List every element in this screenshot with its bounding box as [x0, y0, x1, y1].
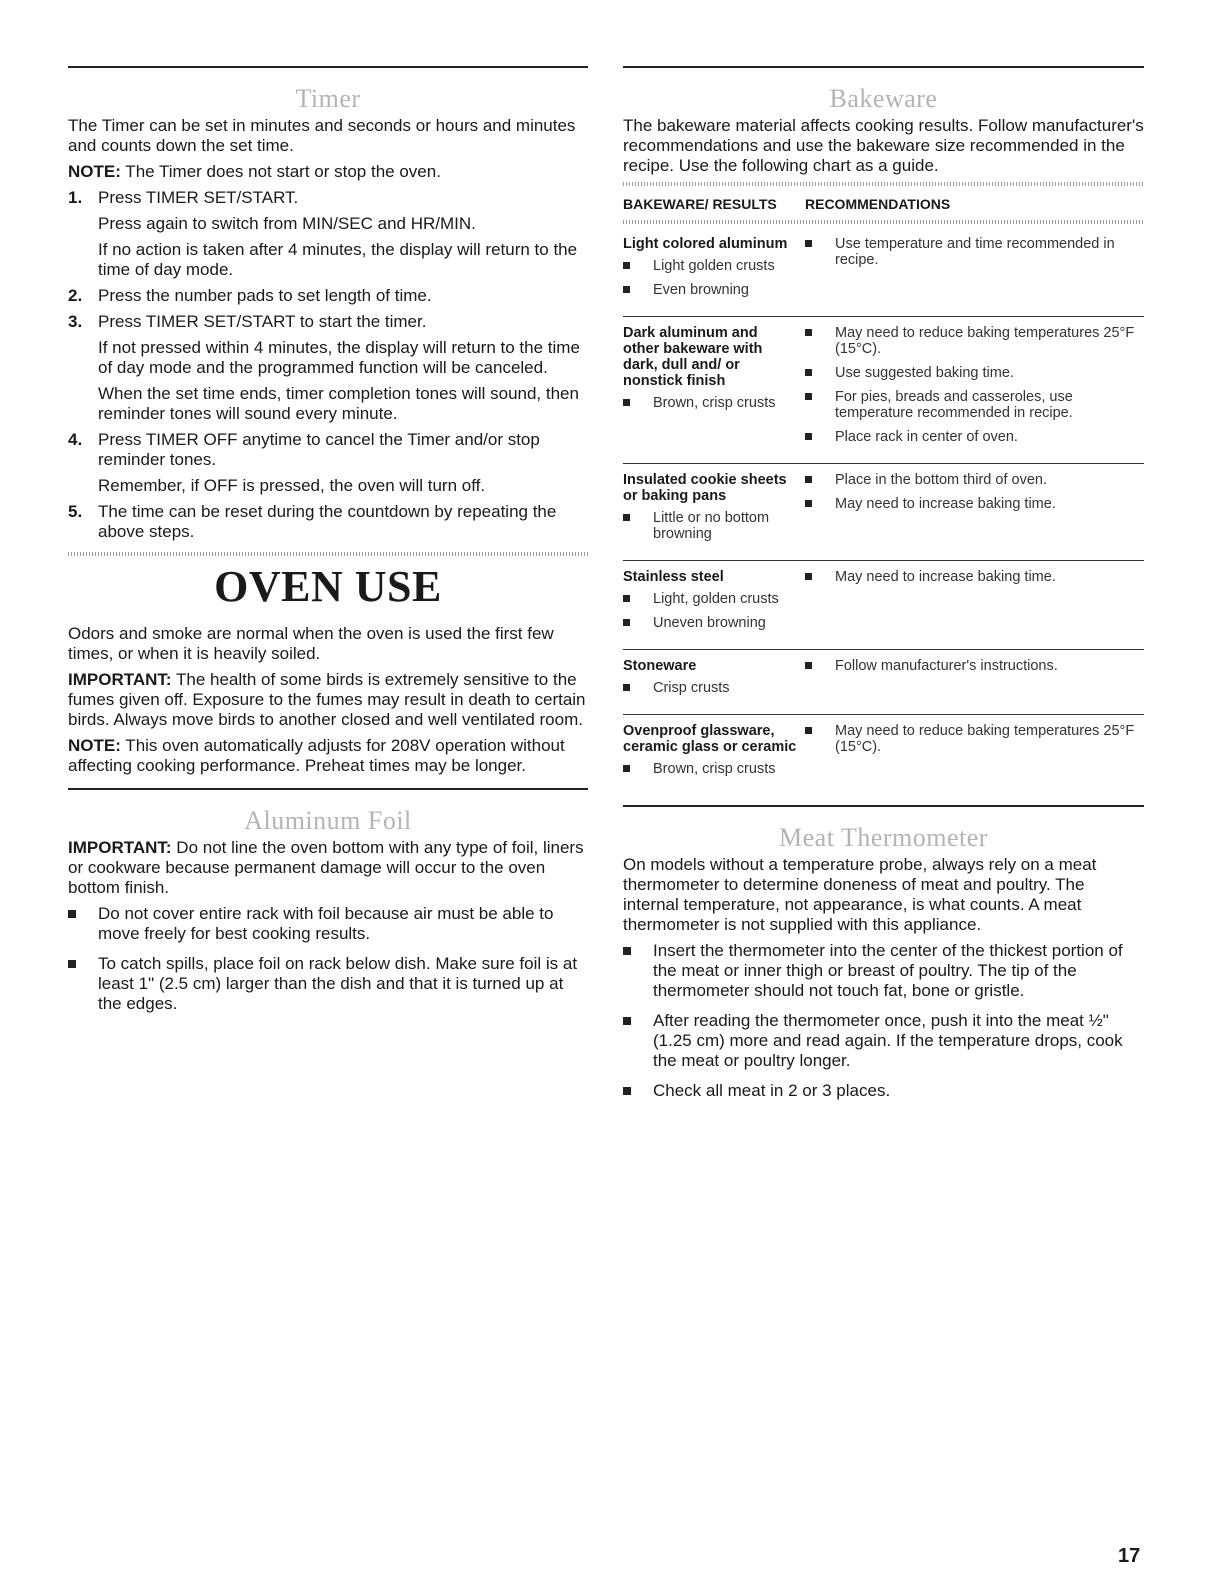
square-bullet-icon — [68, 910, 76, 918]
results-list — [623, 510, 797, 542]
bakeware-material: Light colored aluminum — [623, 236, 788, 252]
table-row — [623, 714, 1144, 795]
results-list — [623, 680, 797, 696]
list-item — [68, 954, 588, 1014]
list-item-text: Light golden crusts — [653, 258, 775, 274]
recommendations-list — [805, 236, 1144, 268]
oven-use-note — [68, 736, 588, 776]
list-item — [805, 496, 1144, 512]
list-item-text: Place in the bottom third of oven. — [835, 472, 1047, 488]
list-item — [805, 569, 1144, 585]
list-item-text: To catch spills, place foil on rack below dish. Make sure foil is at least 1" (2.5 cm) larger than the dish and that it is turned up at the edges. — [98, 954, 578, 1013]
timer-note — [68, 162, 588, 182]
list-item — [805, 365, 1144, 381]
step-text: Press TIMER OFF anytime to cancel the Timer and/or stop reminder tones. — [98, 430, 540, 469]
list-item — [805, 723, 1144, 755]
note-label: NOTE: — [68, 162, 121, 181]
bakeware-material: Dark aluminum and other bakeware with dark, dull and/ or nonstick finish — [623, 325, 763, 389]
list-item — [805, 429, 1144, 445]
step-text: Press TIMER SET/START to start the timer. — [98, 312, 427, 331]
step-subtext: Remember, if OFF is pressed, the oven will turn off. — [98, 476, 486, 495]
meat-thermometer-title: Meat Thermometer — [779, 823, 988, 852]
bakeware-material: Stainless steel — [623, 569, 724, 585]
list-item — [623, 1011, 1144, 1071]
important-text: The health of some birds is extremely sensitive to the fumes given off. Exposure to the fumes may result in death to certain birds. Always move birds to another closed and well ventilated room. — [68, 670, 586, 729]
square-bullet-icon — [805, 393, 812, 400]
square-bullet-icon — [623, 286, 630, 293]
timer-step — [68, 188, 588, 280]
oven-use-intro: Odors and smoke are normal when the oven is used the first few times, or when it is heavily soiled. — [68, 624, 554, 663]
step-number: 5. — [68, 502, 83, 521]
list-item-text: May need to increase baking time. — [835, 569, 1056, 585]
recommendations-list — [805, 472, 1144, 512]
note-text: The Timer does not start or stop the oven. — [120, 162, 441, 181]
hatch-divider — [623, 182, 1144, 186]
list-item — [623, 258, 797, 274]
square-bullet-icon — [805, 329, 812, 336]
list-item-text: Brown, crisp crusts — [653, 395, 776, 411]
important-label: IMPORTANT: — [68, 838, 172, 857]
table-row — [623, 463, 1144, 560]
table-row — [623, 560, 1144, 649]
list-item — [623, 941, 1144, 1001]
foil-important — [68, 838, 588, 898]
step-number: 4. — [68, 430, 83, 449]
recommendations-cell — [805, 569, 1144, 639]
list-item-text: May need to reduce baking temperatures 25°F (15°C). — [835, 325, 1135, 357]
results-list — [623, 395, 797, 411]
list-item-text: Insert the thermometer into the center of the thickest portion of the meat or inner thigh or breast of poultry. The tip of the thermometer should not touch fat, bone or gristle. — [653, 941, 1123, 1000]
results-list — [623, 761, 797, 777]
important-label: IMPORTANT: — [68, 670, 172, 689]
square-bullet-icon — [623, 514, 630, 521]
recommendations-list — [805, 723, 1144, 755]
square-bullet-icon — [68, 960, 76, 968]
square-bullet-icon — [805, 476, 812, 483]
list-item — [623, 615, 797, 631]
square-bullet-icon — [805, 500, 812, 507]
bakeware-material: Stoneware — [623, 658, 697, 674]
list-item-text: May need to reduce baking temperatures 25°F (15°C). — [835, 723, 1135, 755]
step-number: 1. — [68, 188, 83, 207]
meat-intro: On models without a temperature probe, always rely on a meat thermometer to determine doneness of meat and poultry. The internal temperature, not appearance, is what counts. A meat thermometer is not supplied with this appliance. — [623, 855, 1097, 934]
table-row — [623, 316, 1144, 463]
hatch-divider — [68, 552, 588, 556]
list-item — [805, 389, 1144, 421]
list-item-text: Uneven browning — [653, 615, 766, 631]
table-row — [623, 649, 1144, 714]
important-text: Do not line the oven bottom with any type of foil, liners or cookware because permanent damage will occur to the oven bottom finish. — [68, 838, 584, 897]
section-rule — [623, 66, 1144, 68]
list-item-text: After reading the thermometer once, push it into the meat ½" (1.25 cm) more and read again. If the temperature drops, cook the meat or poultry longer. — [653, 1011, 1123, 1070]
section-rule — [68, 66, 588, 68]
square-bullet-icon — [805, 662, 812, 669]
bakeware-cell — [623, 723, 805, 785]
square-bullet-icon — [805, 240, 812, 247]
list-item-text: Crisp crusts — [653, 680, 730, 696]
timer-steps — [68, 188, 588, 542]
section-rule — [68, 788, 588, 790]
list-item — [805, 236, 1144, 268]
square-bullet-icon — [805, 369, 812, 376]
step-text: The time can be reset during the countdown by repeating the above steps. — [98, 502, 557, 541]
step-subtext: When the set time ends, timer completion tones will sound, then reminder tones will sound every minute. — [98, 384, 579, 423]
bakeware-intro: The bakeware material affects cooking results. Follow manufacturer's recommendations and use the bakeware size recommended in the recipe. Use the following chart as a guide. — [623, 116, 1144, 175]
bakeware-material: Ovenproof glassware, ceramic glass or ceramic — [623, 723, 797, 755]
oven-use-important — [68, 670, 588, 730]
table-row — [623, 228, 1144, 316]
right-column — [623, 66, 1144, 1111]
recommendations-cell — [805, 472, 1144, 550]
left-column — [68, 66, 588, 1024]
step-text: Press TIMER SET/START. — [98, 188, 299, 207]
recommendations-list — [805, 325, 1144, 445]
list-item — [805, 325, 1144, 357]
col-header-recommendations: RECOMMENDATIONS — [805, 196, 951, 212]
list-item — [805, 658, 1144, 674]
recommendations-list — [805, 658, 1144, 674]
square-bullet-icon — [623, 1087, 631, 1095]
list-item-text: For pies, breads and casseroles, use temperature recommended in recipe. — [835, 389, 1073, 421]
oven-use-title: OVEN USE — [214, 562, 442, 611]
list-item — [623, 761, 797, 777]
list-item-text: Light, golden crusts — [653, 591, 779, 607]
page-number: 17 — [1118, 1545, 1141, 1567]
bakeware-cell — [623, 472, 805, 550]
list-item — [623, 680, 797, 696]
results-list — [623, 258, 797, 298]
list-item-text: Use temperature and time recommended in recipe. — [835, 236, 1115, 268]
square-bullet-icon — [623, 399, 630, 406]
bakeware-material: Insulated cookie sheets or baking pans — [623, 472, 787, 504]
meat-bullets — [623, 941, 1144, 1101]
timer-title: Timer — [295, 84, 361, 113]
list-item — [623, 510, 797, 542]
list-item-text: Place rack in center of oven. — [835, 429, 1018, 445]
square-bullet-icon — [623, 684, 630, 691]
list-item-text: May need to increase baking time. — [835, 496, 1056, 512]
step-subtext: If no action is taken after 4 minutes, the display will return to the time of day mode. — [98, 240, 578, 279]
list-item-text: Even browning — [653, 282, 749, 298]
bakeware-cell — [623, 658, 805, 704]
list-item-text: Brown, crisp crusts — [653, 761, 776, 777]
list-item — [805, 472, 1144, 488]
list-item-text: Check all meat in 2 or 3 places. — [653, 1081, 891, 1100]
recommendations-cell — [805, 325, 1144, 453]
bakeware-cell — [623, 236, 805, 306]
timer-step — [68, 430, 588, 496]
bakeware-cell — [623, 325, 805, 453]
table-body — [623, 228, 1144, 795]
timer-intro: The Timer can be set in minutes and seconds or hours and minutes and counts down the set time. — [68, 116, 576, 155]
list-item — [623, 1081, 1144, 1101]
section-rule — [623, 805, 1144, 807]
step-number: 3. — [68, 312, 83, 331]
list-item — [623, 282, 797, 298]
list-item — [623, 591, 797, 607]
square-bullet-icon — [623, 595, 630, 602]
square-bullet-icon — [805, 573, 812, 580]
list-item-text: Do not cover entire rack with foil because air must be able to move freely for best cooking results. — [98, 904, 554, 943]
square-bullet-icon — [623, 765, 630, 772]
step-subtext: Press again to switch from MIN/SEC and HR/MIN. — [98, 214, 476, 233]
list-item — [68, 904, 588, 944]
timer-step — [68, 502, 588, 542]
bakeware-cell — [623, 569, 805, 639]
list-item-text: Follow manufacturer's instructions. — [835, 658, 1058, 674]
square-bullet-icon — [623, 947, 631, 955]
list-item-text: Little or no bottom browning — [653, 510, 770, 542]
col-header-bakeware: BAKEWARE/ RESULTS — [623, 196, 777, 212]
square-bullet-icon — [805, 727, 812, 734]
square-bullet-icon — [623, 619, 630, 626]
list-item-text: Use suggested baking time. — [835, 365, 1014, 381]
recommendations-cell — [805, 723, 1144, 785]
results-list — [623, 591, 797, 631]
list-item — [623, 395, 797, 411]
bakeware-title: Bakeware — [829, 84, 938, 113]
table-header — [623, 190, 1144, 220]
hatch-divider — [623, 220, 1144, 224]
bakeware-table — [623, 190, 1144, 795]
foil-bullets — [68, 904, 588, 1014]
note-text: This oven automatically adjusts for 208V operation without affecting cooking performance. Preheat times may be longer. — [68, 736, 565, 775]
square-bullet-icon — [623, 1017, 631, 1025]
recommendations-cell — [805, 658, 1144, 704]
square-bullet-icon — [623, 262, 630, 269]
step-subtext: If not pressed within 4 minutes, the display will return to the time of day mode and the programmed function will be canceled. — [98, 338, 580, 377]
note-label: NOTE: — [68, 736, 121, 755]
recommendations-list — [805, 569, 1144, 585]
timer-step — [68, 286, 588, 306]
aluminum-foil-title: Aluminum Foil — [244, 806, 412, 835]
recommendations-cell — [805, 236, 1144, 306]
step-number: 2. — [68, 286, 83, 305]
step-text: Press the number pads to set length of time. — [98, 286, 432, 305]
timer-step — [68, 312, 588, 424]
square-bullet-icon — [805, 433, 812, 440]
